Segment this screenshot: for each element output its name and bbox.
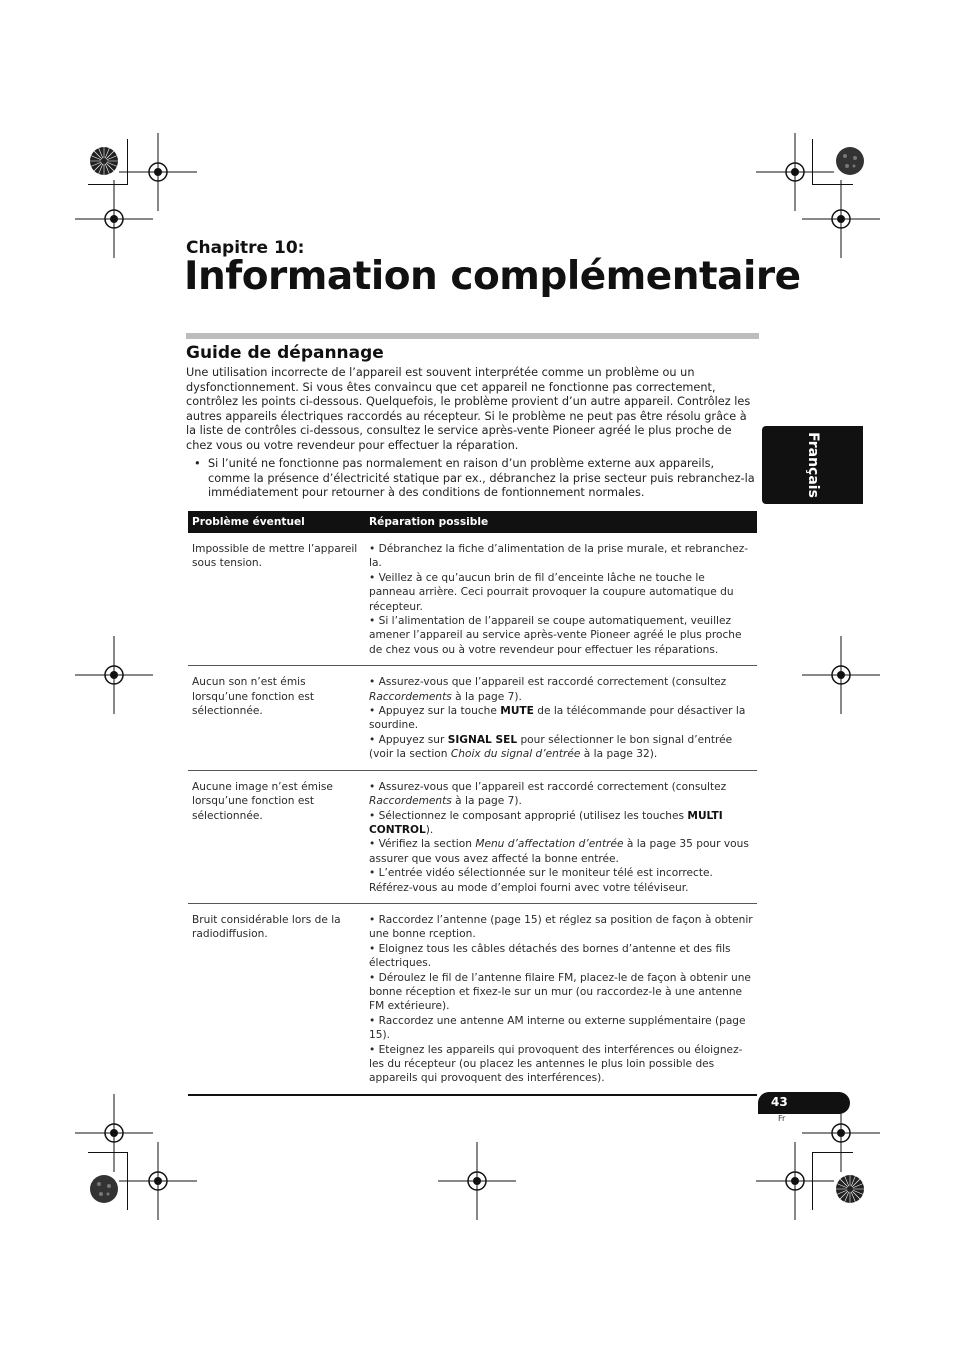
- language-tab-label: Français: [804, 432, 821, 498]
- table-row: [188, 903, 757, 1094]
- fix-item: • Eloignez tous les câbles détachés des bornes d’antenne et des fils électriques.: [369, 942, 731, 970]
- registration-crosshair-icon: [438, 1142, 516, 1220]
- fix-item: • Appuyez sur la touche MUTE de la télécommande pour désactiver la sourdine.: [369, 705, 746, 732]
- fix-item: • Raccordez l’antenne (page 15) et réglez sa position de façon à obtenir une bonne rception.: [369, 913, 753, 941]
- intro-paragraph: Une utilisation incorrecte de l’appareil est souvent interprétée comme un problème ou un dysfonctionnement. Si vous êtes convaincu que cet appareil ne fonctionne pas correctement, contrôlez les points ci-dessous. Quelquefois, le problème provient d’un autre appareil. Contrôlez les autres appareils électriques raccordés au récepteur. Si le problème ne peut pas être résolu grâce à la liste de contrôles ci-dessous, consultez le service après-vente Pioneer agréé le plus proche de chez vous ou votre revendeur pour effectuer la réparation.: [186, 366, 751, 452]
- fix-item: • Vérifiez la section Menu d’affectation d’entrée à la page 35 pour vous assurer que vous avez affecté la bonne entrée.: [369, 838, 749, 865]
- fix-item: • L’entrée vidéo sélectionnée sur le moniteur télé est incorrecte. Référez-vous au mode d’emploi fourni avec votre téléviseur.: [369, 867, 713, 894]
- fix-item: • Assurez-vous que l’appareil est raccordé correctement (consultez Raccordements à la page 7).: [369, 780, 727, 808]
- fix-item: • Débranchez la fiche d’alimentation de la prise murale, et rebranchez-la.: [369, 543, 749, 570]
- fix-cell: [365, 666, 757, 770]
- problem-cell: Bruit considérable lors de la radiodiffusion.: [188, 903, 365, 1094]
- fix-item: • Déroulez le fil de l’antenne filaire FM, placez-le de façon à obtenir une bonne réception et fixez-le sur un mur (ou raccordez-le à une antenne FM extérieure).: [369, 971, 751, 1013]
- fix-cell: [365, 533, 757, 666]
- column-header-fix: Réparation possible: [365, 511, 757, 533]
- table-header-row: [188, 511, 757, 533]
- fix-item: • Si l’alimentation de l’appareil se coupe automatiquement, veuillez amener l’appareil au service après-vente Pioneer agréé le plus proche de chez vous ou à votre revendeur pour effectuer les réparations.: [369, 615, 742, 656]
- bullet-text: Si l’unité ne fonctionne pas normalement en raison d’un problème externe aux appareils, comme la présence d’électricité statique par ex., débranchez la prise secteur puis rebranchez-la immédiatement pour retourner à des conditions de fontionnement normales.: [208, 457, 755, 499]
- registration-crosshair-icon: [756, 1142, 834, 1220]
- registration-rose-icon: [835, 1174, 865, 1204]
- section-title: Guide de dépannage: [186, 343, 384, 363]
- chapter-label: Chapitre 10:: [186, 238, 305, 258]
- registration-rose-icon: [89, 146, 119, 176]
- fix-item: • Eteignez les appareils qui provoquent des interférences ou éloignez-les du récepteur (ou placez les antennes le plus loin possible des appareils qui provoquent des interférences).: [369, 1043, 743, 1085]
- registration-crosshair-icon: [802, 636, 880, 714]
- problem-cell: Aucune image n’est émise lorsqu’une fonction est sélectionnée.: [188, 770, 365, 903]
- registration-crosshair-icon: [75, 636, 153, 714]
- fix-item: • Raccordez une antenne AM interne ou externe supplémentaire (page 15).: [369, 1014, 746, 1042]
- problem-cell: Impossible de mettre l’appareil sous tension.: [188, 533, 365, 666]
- fix-cell: [365, 770, 757, 903]
- table-row: [188, 666, 757, 770]
- problem-cell: Aucun son n’est émis lorsqu’une fonction est sélectionnée.: [188, 666, 365, 770]
- column-header-problem: Problème éventuel: [188, 511, 365, 533]
- fix-cell: [365, 903, 757, 1094]
- table-row: [188, 770, 757, 903]
- registration-rose-icon: [835, 146, 865, 176]
- registration-crosshair-icon: [75, 180, 153, 258]
- fix-item: • Assurez-vous que l’appareil est raccordé correctement (consultez Raccordements à la page 7).: [369, 676, 727, 703]
- page-title: Information complémentaire: [184, 254, 801, 299]
- fix-item: • Sélectionnez le composant approprié (utilisez les touches MULTI CONTROL).: [369, 809, 723, 836]
- fix-item: • Appuyez sur SIGNAL SEL pour sélectionner le bon signal d’entrée (voir la section Choix du signal d’entrée à la page 32).: [369, 733, 733, 761]
- table-row: [188, 533, 757, 666]
- troubleshooting-table: [188, 511, 757, 1096]
- language-code: Fr: [778, 1114, 786, 1123]
- registration-crosshair-icon: [119, 1142, 197, 1220]
- fix-item: • Veillez à ce qu’aucun brin de fil d’enceinte lâche ne touche le panneau arrière. Ceci pourrait provoquer la coupure automatique du récepteur.: [369, 571, 734, 613]
- page-number: 43: [771, 1095, 788, 1109]
- language-tab: [762, 426, 863, 504]
- section-divider: [186, 333, 759, 339]
- bullet-item: [194, 457, 756, 501]
- bullet-dot: •: [194, 457, 201, 470]
- registration-rose-icon: [89, 1174, 119, 1204]
- registration-crosshair-icon: [802, 180, 880, 258]
